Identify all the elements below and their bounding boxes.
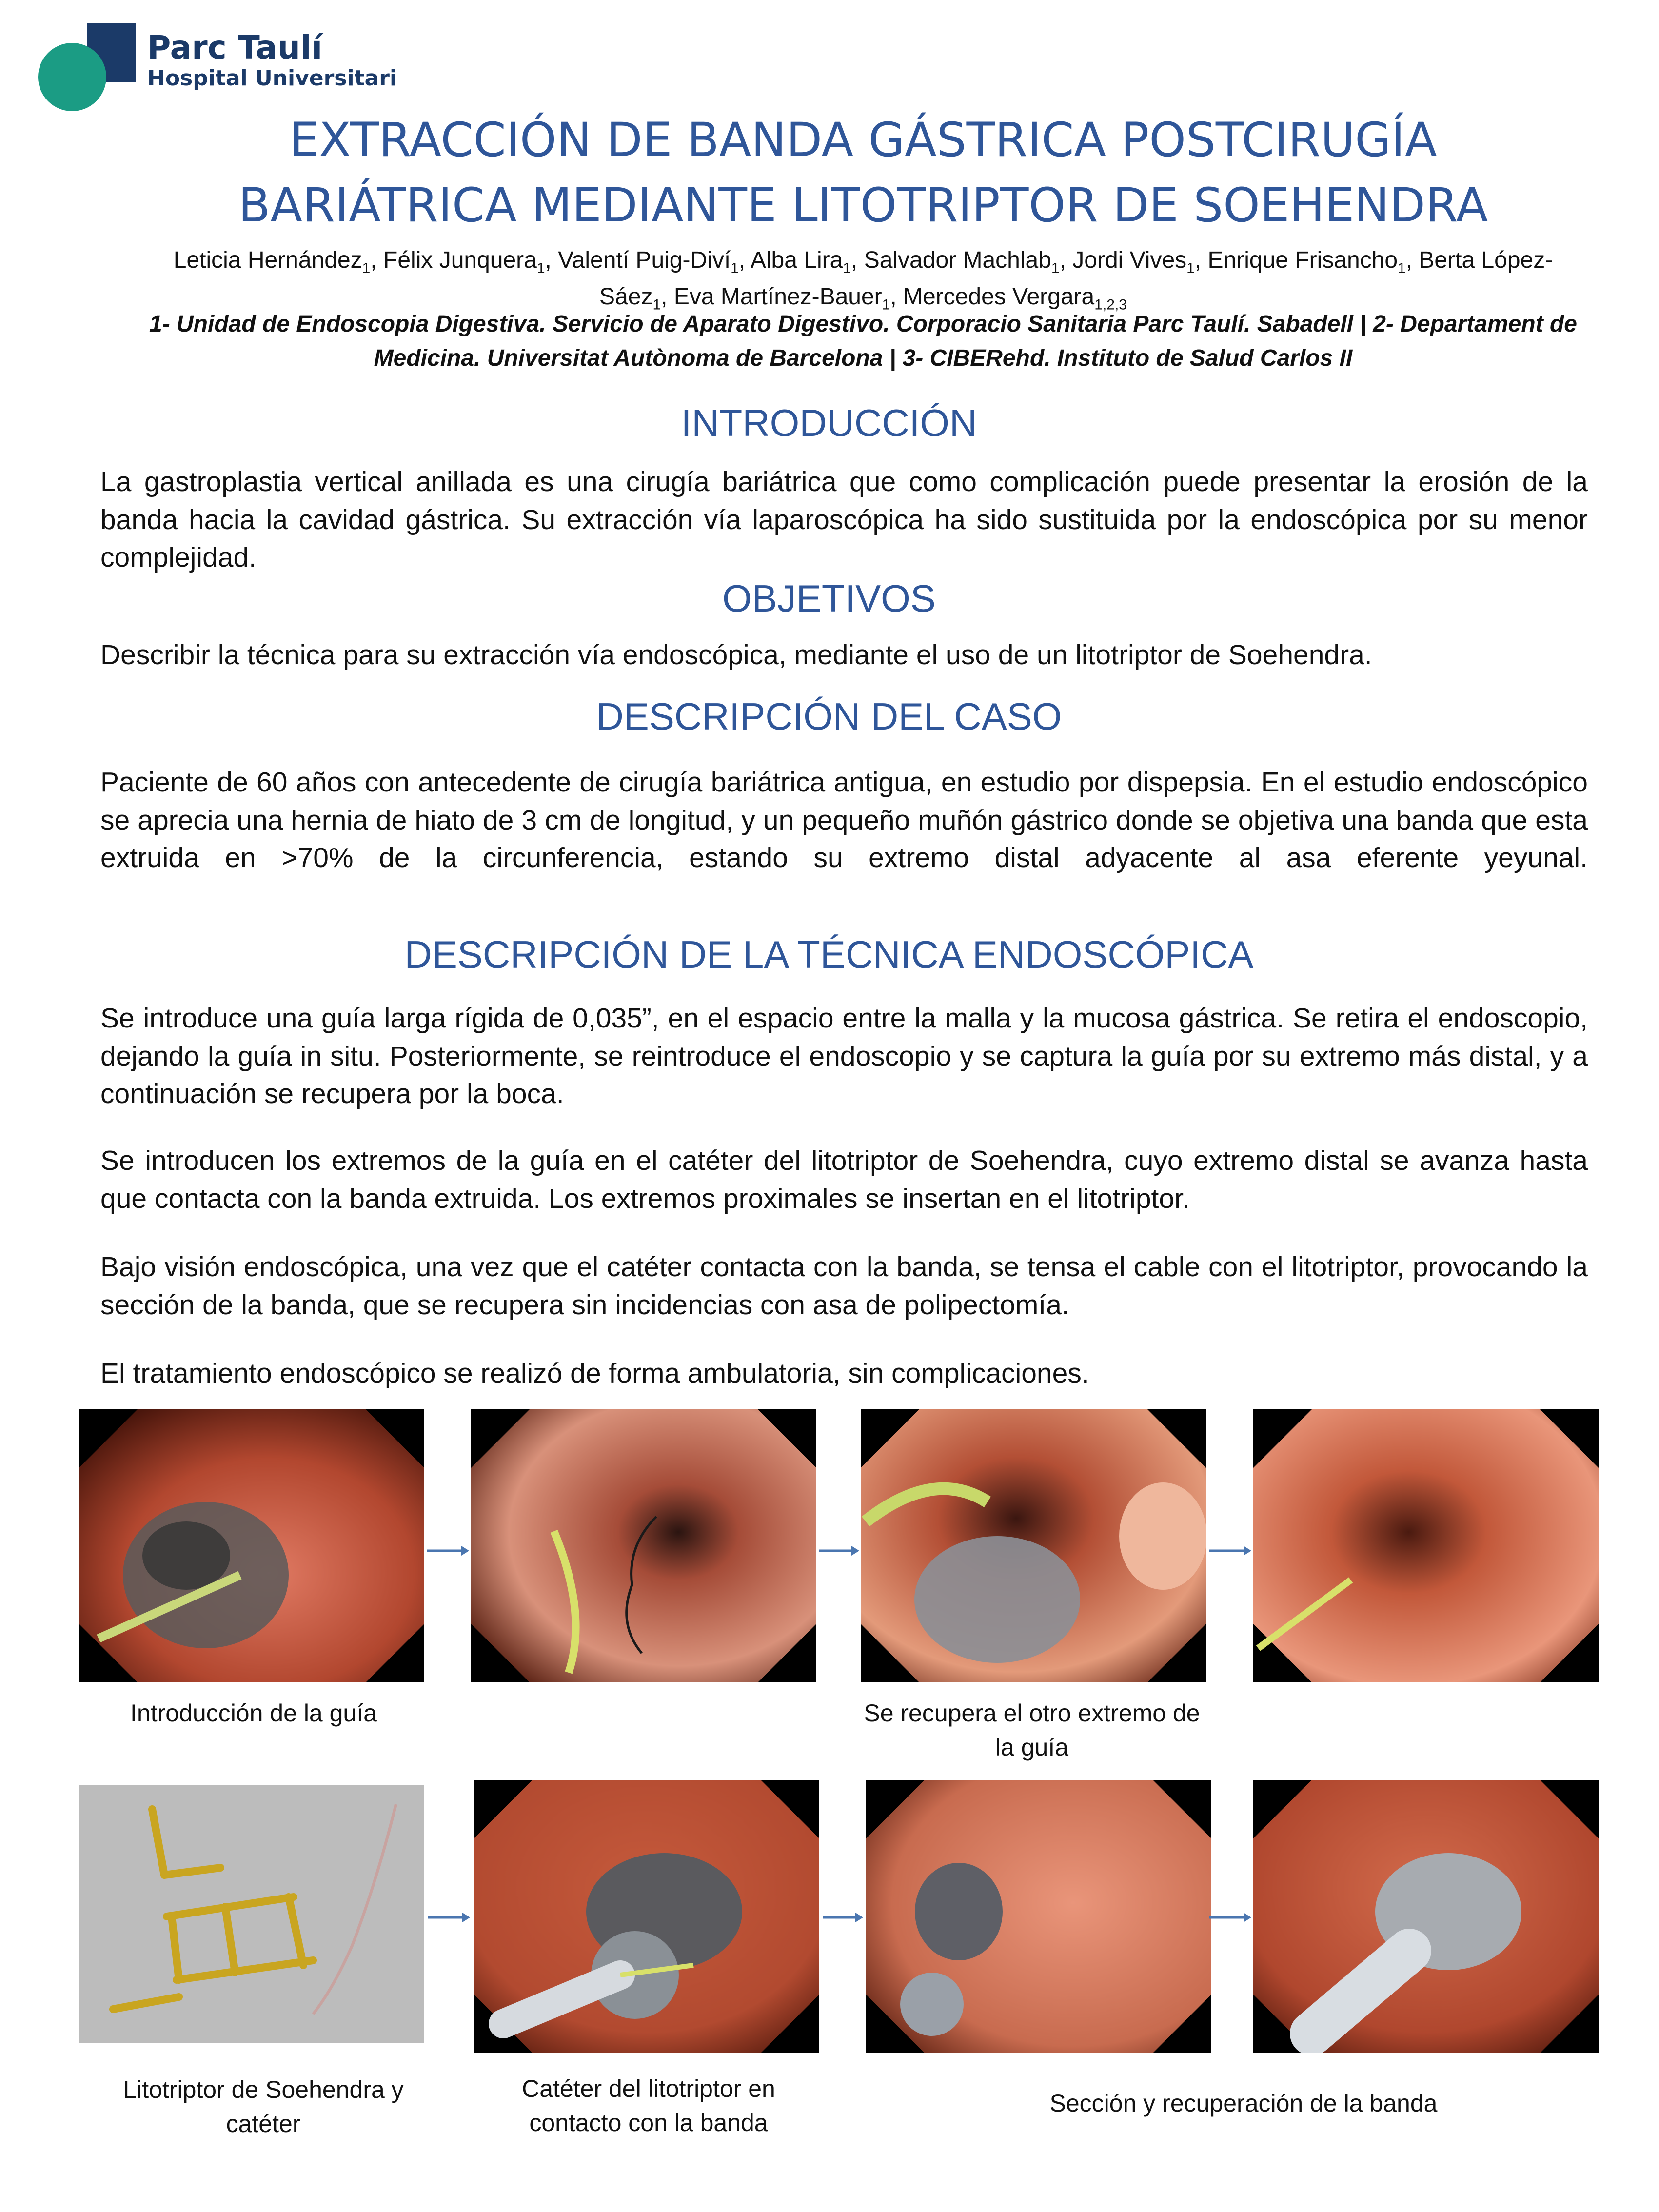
author-name: Félix Junquera: [383, 247, 537, 273]
endoscopy-image-3: [861, 1409, 1206, 1682]
heading-descripcion-caso: DESCRIPCIÓN DEL CASO: [596, 695, 1062, 738]
author-name: Alba Lira: [750, 247, 843, 273]
endoscopy-image-1: [79, 1409, 424, 1682]
heading-tecnica: DESCRIPCIÓN DE LA TÉCNICA ENDOSCÓPICA: [404, 933, 1254, 976]
arrow-4: [426, 1908, 471, 1927]
arrow-6: [1207, 1908, 1252, 1927]
title-line-2: BARIÁTRICA MEDIANTE LITOTRIPTOR DE SOEHENDRA: [238, 178, 1488, 233]
caption-introduccion-guia: Introducción de la guía: [130, 1699, 377, 1727]
author-name: Leticia Hernández: [173, 247, 362, 273]
arrow-3: [1207, 1541, 1252, 1560]
caption-litotriptor: Litotriptor de Soehendra y catéter: [123, 2076, 404, 2137]
poster-title: [98, 107, 1629, 238]
author-affiliation-index: 1: [1051, 260, 1060, 276]
case-text: Paciente de 60 años con antecedente de cirugía bariátrica antigua, en estudio por dispepsia. En el estudio endoscópico se aprecia una hernia de hiato de 3 cm de longitud, y un pequeño muñón gástrico donde se objetiva una banda que esta extruida en >70% de la circunferencia, estando su extremo distal adyacente al asa eferente yeyunal.: [100, 767, 1588, 874]
objectives-text: Describir la técnica para su extracción vía endoscópica, mediante el uso de un litotriptor de Soehendra.: [100, 639, 1372, 671]
caption-recupera-extremo: Se recupera el otro extremo de la guía: [864, 1699, 1200, 1761]
logo-name: Parc Taulí: [147, 29, 323, 66]
endoscopy-image-4: [1253, 1409, 1599, 1682]
author-affiliation-index: 1: [843, 260, 851, 276]
author-name: Valentí Puig-Diví: [558, 247, 731, 273]
logo-mark: [38, 23, 145, 121]
author-name: Mercedes Vergara: [903, 283, 1095, 310]
author-affiliation-index: 1: [1186, 260, 1195, 276]
technique-p1: Se introduce una guía larga rígida de 0,035”, en el espacio entre la malla y la mucosa gástrica. Se retira el endoscopio, dejando la guía in situ. Posteriormente, se reintroduce el endoscopio y se captura la guía por su extremo más distal, y a continuación se recupera por la boca.: [100, 1003, 1588, 1110]
title-line-1: EXTRACCIÓN DE BANDA GÁSTRICA POSTCIRUGÍA: [289, 113, 1437, 167]
intro-text: La gastroplastia vertical anillada es una cirugía bariátrica que como complicación puede presentar la erosión de la banda hacia la cavidad gástrica. Su extracción vía laparoscópica ha sido sustituida por la endoscópica por su menor complejidad.: [100, 466, 1588, 573]
author-list: Leticia Hernández$_1$, Félix Junquera$_1$, Valentí Puig-Diví$_1$, Alba Lira$_1$, Salvador Machlab$_1$, Jordi Vives$_1$, Enrique Frisancho$_1$, Berta López-Sáez$_1$, Eva Martínez-Bauer$_1$, Mercedes Vergara$_{1,2,3}$: [173, 247, 1553, 313]
logo-text: [147, 30, 397, 91]
author-affiliation-index: 1: [536, 260, 545, 276]
author-name: Berta López-Sáez: [599, 247, 1553, 310]
heading-introduccion: INTRODUCCIÓN: [681, 401, 977, 444]
author-affiliation-index: 1,2,3: [1094, 296, 1127, 313]
arrow-2: [817, 1541, 860, 1560]
arrow-5: [821, 1908, 864, 1927]
author-name: Salvador Machlab: [864, 247, 1051, 273]
endoscopy-image-6: [866, 1780, 1211, 2053]
endoscopy-image-7: [1253, 1780, 1599, 2053]
affiliations: 1- Unidad de Endoscopia Digestiva. Servicio de Aparato Digestivo. Corporacio Sanitaria Parc Taulí. Sabadell | 2- Departament de Medicina. Universitat Autònoma de Barcelona | 3- CIBERehd. Instituto de Salud Carlos II: [149, 311, 1577, 371]
author-name: Jordi Vives: [1072, 247, 1187, 273]
caption-cateter-contacto: Catéter del litotriptor en contacto con la banda: [522, 2075, 775, 2136]
author-affiliation-index: 1: [1398, 260, 1406, 276]
author-affiliation-index: 1: [731, 260, 739, 276]
arrow-1: [425, 1541, 470, 1560]
author-name: Eva Martínez-Bauer: [673, 283, 882, 310]
logo-subtitle: Hospital Universitari: [147, 65, 397, 91]
caption-seccion-recuperacion: Sección y recuperación de la banda: [1049, 2090, 1438, 2117]
endoscopy-image-5: [474, 1780, 819, 2053]
endoscopy-image-2: [471, 1409, 816, 1682]
lithotripter-image: [79, 1785, 424, 2043]
author-affiliation-index: 1: [652, 296, 661, 313]
heading-objetivos: OBJETIVOS: [722, 577, 936, 620]
author-name: Enrique Frisancho: [1207, 247, 1398, 273]
author-affiliation-index: 1: [362, 260, 371, 276]
technique-p3: Bajo visión endoscópica, una vez que el catéter contacta con la banda, se tensa el cable con el litotriptor, provocando la sección de la banda, que se recupera sin incidencias con asa de polipectomía.: [100, 1251, 1588, 1321]
technique-p2: Se introducen los extremos de la guía en el catéter del litotriptor de Soehendra, cuyo extremo distal se avanza hasta que contacta con la banda extruida. Los extremos proximales se insertan en el litotriptor.: [100, 1145, 1588, 1214]
technique-p4: El tratamiento endoscópico se realizó de forma ambulatoria, sin complicaciones.: [100, 1358, 1089, 1389]
author-affiliation-index: 1: [882, 296, 890, 313]
